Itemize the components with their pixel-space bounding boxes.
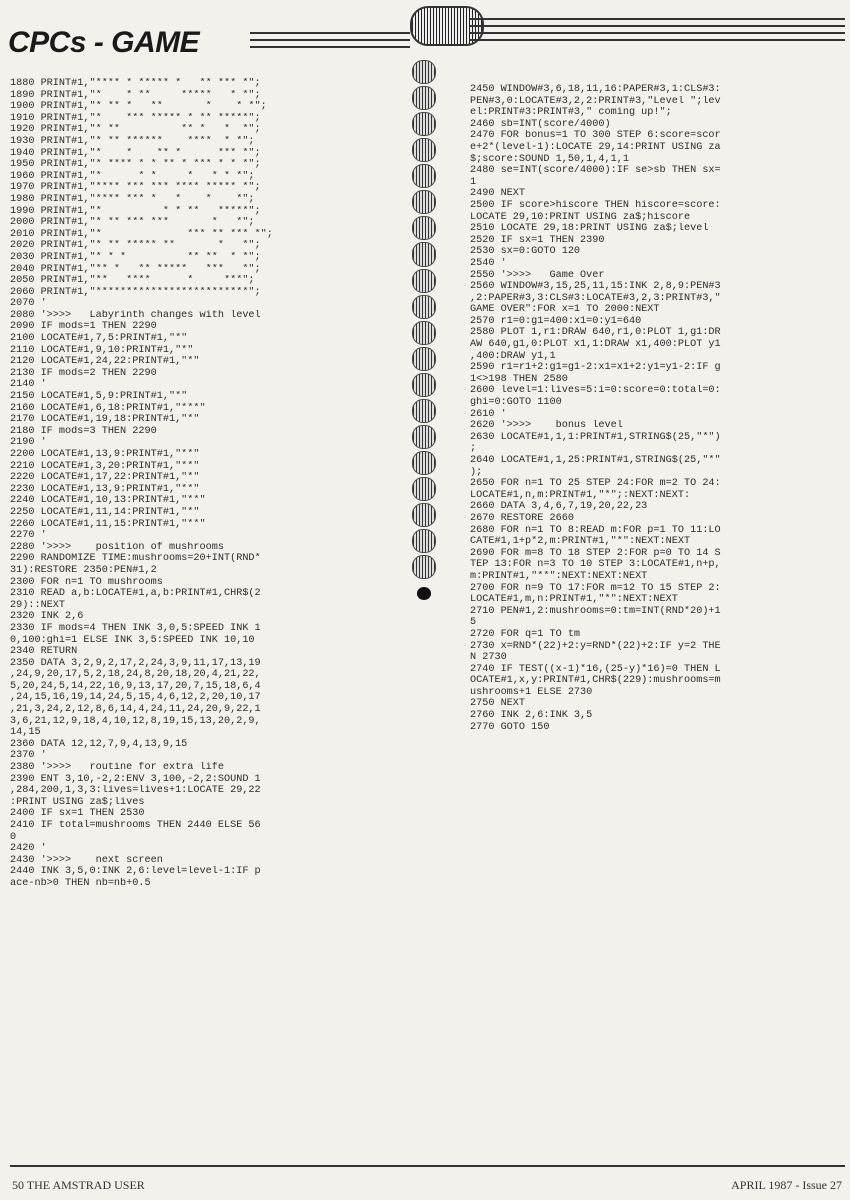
code-line: 5,20,24,5,14,22,16,9,13,17,20,7,15,18,6,4 (10, 680, 261, 692)
code-line: 2500 IF score>hiscore THEN hiscore=score: (470, 199, 721, 211)
divider-segment (412, 347, 436, 371)
code-line: 2470 FOR bonus=1 TO 300 STEP 6:score=scor (470, 130, 721, 142)
code-line: 2710 PEN#1,2:mushrooms=0:tm=INT(RND*20)+1 (470, 605, 721, 617)
code-line: OCATE#1,x,y:PRINT#1,CHR$(229):mushrooms=m (470, 675, 721, 687)
footer-rule (10, 1165, 845, 1167)
code-line: 2520 IF sx=1 THEN 2390 (470, 234, 605, 246)
code-line: 1940 PRINT#1,"* * ** * *** *"; (10, 147, 261, 159)
header-rules (250, 32, 410, 53)
divider-segment (412, 555, 436, 579)
divider-segment (412, 86, 436, 110)
code-line: 2730 x=RND*(22)+2:y=RND*(22)+2:IF y=2 THE (470, 640, 721, 652)
divider-segment (412, 477, 436, 501)
divider-segment (412, 399, 436, 423)
code-line: 2250 LOCATE#1,11,14:PRINT#1,"*" (10, 506, 200, 518)
code-line: 2130 IF mods=2 THEN 2290 (10, 367, 157, 379)
code-line: 2560 WINDOW#3,15,25,11,15:INK 2,8,9:PEN#3 (470, 281, 721, 293)
code-line: 2090 IF mods=1 THEN 2290 (10, 321, 157, 333)
code-line: 1 (470, 176, 477, 188)
code-line: 2480 se=INT(score/4000):IF se>sb THEN sx= (470, 165, 721, 177)
code-line: 3,6,21,12,9,18,4,10,12,8,19,15,13,20,2,9, (10, 715, 261, 727)
code-line: 2140 ' (10, 379, 47, 391)
code-line: 2020 PRINT#1,"* ** ***** ** * *"; (10, 240, 261, 252)
code-line: 2360 DATA 12,12,7,9,4,13,9,15 (10, 738, 188, 750)
code-line: 1980 PRINT#1,"**** *** * * * *"; (10, 193, 255, 205)
code-line: 2340 RETURN (10, 646, 78, 658)
code-line: 2630 LOCATE#1,1,1:PRINT#1,STRING$(25,"*") (470, 431, 721, 443)
code-line: 2200 LOCATE#1,13,9:PRINT#1,"**" (10, 449, 200, 460)
code-line: 1910 PRINT#1,"* *** ***** * ** *****"; (10, 112, 261, 124)
code-line: 2030 PRINT#1,"* * * ** ** * *"; (10, 251, 261, 263)
code-line: 2570 r1=0:g1=400:x1=0:y1=640 (470, 315, 642, 327)
code-line: ,24,15,16,19,14,24,5,15,4,6,12,2,20,10,17 (10, 692, 261, 704)
code-line: 2070 ' (10, 298, 47, 310)
code-line: :PRINT USING za$;lives (10, 796, 145, 808)
code-line: 1890 PRINT#1,"* * ** ***** * *"; (10, 89, 261, 101)
code-line: 2050 PRINT#1,"** **** * ***"; (10, 275, 255, 287)
code-line: 2330 IF mods=4 THEN INK 3,0,5:SPEED INK 1 (10, 622, 261, 634)
code-line: 1950 PRINT#1,"* **** * * ** * *** * * *"; (10, 159, 261, 171)
publication-name: THE AMSTRAD USER (26, 1178, 145, 1192)
code-line: ,400:DRAW y1,1 (470, 350, 556, 362)
code-line: 0,100:ghi=1 ELSE INK 3,5:SPEED INK 10,10 (10, 634, 255, 646)
code-line: 2210 LOCATE#1,3,20:PRINT#1,"**" (10, 460, 200, 472)
divider-segment (412, 164, 436, 188)
code-line: PEN#3,0:LOCATE#3,2,2:PRINT#3,"Level ";lev (470, 95, 721, 107)
code-line: ,2:PAPER#3,3:CLS#3:LOCATE#3,2,3:PRINT#3," (470, 292, 721, 304)
code-line: 2190 ' (10, 437, 47, 449)
divider-segment (412, 503, 436, 527)
code-line: 2540 ' (470, 257, 507, 269)
divider-segment (412, 425, 436, 449)
code-line: 2620 '>>>> bonus level (470, 420, 623, 432)
code-line: 1990 PRINT#1,"* * * ** *****"; (10, 205, 261, 217)
code-line: 2010 PRINT#1,"* *** ** *** *"; (10, 228, 273, 240)
code-line: 2410 IF total=mushrooms THEN 2440 ELSE 56 (10, 820, 261, 831)
code-line: 2640 LOCATE#1,1,25:PRINT#1,STRING$(25,"*" (470, 455, 721, 466)
code-line: e+2*(level-1):LOCATE 29,14:PRINT USING za (470, 141, 721, 153)
code-line: 1970 PRINT#1,"**** *** *** **** ***** *"; (10, 182, 261, 194)
code-line: 2100 LOCATE#1,7,5:PRINT#1,"*" (10, 333, 188, 345)
code-line: 2690 FOR m=8 TO 18 STEP 2:FOR p=0 TO 14 S (470, 547, 721, 559)
code-line: 2530 sx=0:GOTO 120 (470, 246, 581, 258)
code-line: 2750 NEXT (470, 698, 526, 710)
code-line: 2170 LOCATE#1,19,18:PRINT#1,"*" (10, 414, 200, 426)
code-line: 2270 ' (10, 530, 47, 542)
code-line: 2400 IF sx=1 THEN 2530 (10, 808, 145, 820)
code-line: ghi=0:GOTO 1100 (470, 397, 562, 409)
code-line: 2740 IF TEST((x-1)*16,(25-y)*16)=0 THEN L (470, 663, 721, 675)
code-line: 2660 DATA 3,4,6,7,19,20,22,23 (470, 501, 648, 513)
program-listing-left (10, 78, 410, 890)
code-line: GAME OVER":FOR x=1 TO 2000:NEXT (470, 304, 660, 316)
code-line: 14,15 (10, 727, 41, 739)
code-line: 2350 DATA 3,2,9,2,17,2,24,3,9,11,17,13,19 (10, 657, 261, 669)
header-right-rules (470, 18, 845, 46)
code-line: ushrooms+1 ELSE 2730 (470, 686, 593, 698)
program-listing-right (470, 84, 842, 733)
code-line: LOCATE#1,n,m:PRINT#1,"*";:NEXT:NEXT: (470, 489, 691, 501)
code-line: 2390 ENT 3,10,-2,2:ENV 3,100,-2,2:SOUND 1 (10, 773, 261, 785)
code-line: 2440 INK 3,5,0:INK 2,6:level=level-1:IF p (10, 866, 261, 878)
code-line: 2600 level=1:lives=5:i=0:score=0:total=0: (470, 385, 721, 397)
divider-segment (412, 321, 436, 345)
code-line: 2370 ' (10, 750, 47, 762)
code-line: 2610 ' (470, 408, 507, 420)
code-line: 2040 PRINT#1,"** * ** ***** *** *"; (10, 263, 261, 275)
code-line: 2420 ' (10, 843, 47, 855)
code-line: 2120 LOCATE#1,24,22:PRINT#1,"*" (10, 356, 200, 368)
divider-segment (412, 529, 436, 553)
code-line: 2060 PRINT#1,"*************************"; (10, 286, 261, 298)
footer-publication (12, 1178, 145, 1193)
code-line: 2180 IF mods=3 THEN 2290 (10, 425, 157, 437)
code-line: 2670 RESTORE 2660 (470, 512, 574, 524)
code-line: 2430 '>>>> next screen (10, 854, 163, 866)
column-divider-decoration (412, 60, 436, 600)
code-line: 2220 LOCATE#1,17,22:PRINT#1,"*" (10, 472, 200, 484)
divider-segment (412, 60, 436, 84)
code-line: 2000 PRINT#1,"* ** *** *** * *"; (10, 217, 255, 229)
code-line: 2650 FOR n=1 TO 25 STEP 24:FOR m=2 TO 24: (470, 478, 721, 490)
divider-end-dot (417, 587, 431, 600)
code-line: 2590 r1=r1+2:g1=g1-2:x1=x1+2:y1=y1-2:IF g (470, 362, 721, 374)
code-line: 2280 '>>>> position of mushrooms (10, 541, 224, 553)
code-line: 2290 RANDOMIZE TIME:mushrooms=20+INT(RND* (10, 553, 261, 565)
code-line: 2080 '>>>> Labyrinth changes with level (10, 309, 261, 321)
code-line: 2240 LOCATE#1,10,13:PRINT#1,"**" (10, 495, 206, 507)
code-line: 31):RESTORE 2350:PEN#1,2 (10, 564, 157, 576)
code-line: ,284,200,1,3,3:lives=lives+1:LOCATE 29,22 (10, 785, 261, 797)
code-line: 2300 FOR n=1 TO mushrooms (10, 576, 163, 588)
code-line: 2510 LOCATE 29,18:PRINT USING za$;level (470, 223, 709, 235)
code-line: 1960 PRINT#1,"* * * * * * *"; (10, 170, 255, 182)
code-line: CATE#1,1+p*2,m:PRINT#1,"*":NEXT:NEXT (470, 536, 691, 548)
code-line: N 2730 (470, 652, 507, 664)
code-line: LOCATE 29,10:PRINT USING za$;hiscore (470, 211, 691, 223)
divider-segment (412, 451, 436, 475)
code-line: 2490 NEXT (470, 188, 526, 200)
code-line: 5 (470, 617, 477, 629)
code-line: LOCATE#1,m,n:PRINT#1,"*":NEXT:NEXT (470, 594, 678, 606)
code-line: 2150 LOCATE#1,5,9:PRINT#1,"*" (10, 391, 188, 403)
code-line: 2450 WINDOW#3,6,18,11,16:PAPER#3,1:CLS#3: (470, 84, 721, 95)
page-title: CPCs - GAME (8, 26, 200, 59)
code-line: 1920 PRINT#1,"* ** ** * * *"; (10, 124, 261, 136)
code-line: 1<>198 THEN 2580 (470, 373, 568, 385)
divider-segment (412, 112, 436, 136)
code-line: 2700 FOR n=9 TO 17:FOR m=12 TO 15 STEP 2: (470, 582, 721, 594)
code-line: 2310 READ a,b:LOCATE#1,a,b:PRINT#1,CHR$(2 (10, 588, 261, 600)
code-line: 29)::NEXT (10, 599, 66, 611)
code-line: 2260 LOCATE#1,11,15:PRINT#1,"**" (10, 518, 206, 530)
code-line: 2550 '>>>> Game Over (470, 269, 605, 281)
divider-segment (412, 138, 436, 162)
divider-segment (412, 295, 436, 319)
code-line: 1880 PRINT#1,"**** * ***** * ** *** *"; (10, 78, 261, 89)
code-line: 1930 PRINT#1,"* ** ****** **** * *"; (10, 135, 255, 147)
divider-segment (412, 373, 436, 397)
code-line: 2770 GOTO 150 (470, 721, 550, 733)
code-line: 0 (10, 831, 17, 843)
code-line: 2230 LOCATE#1,13,9:PRINT#1,"**" (10, 483, 200, 495)
code-line: 2320 INK 2,6 (10, 611, 84, 623)
code-line: 2580 PLOT 1,r1:DRAW 640,r1,0:PLOT 1,g1:DR (470, 327, 721, 339)
divider-segment (412, 269, 436, 293)
code-line: 2160 LOCATE#1,6,18:PRINT#1,"***" (10, 402, 206, 414)
code-line: AW 640,g1,0:PLOT x1,1:DRAW x1,400:PLOT y1 (470, 339, 721, 351)
code-line: 1900 PRINT#1,"* ** * ** * * *"; (10, 101, 267, 113)
code-line: ); (470, 466, 483, 478)
code-line: 2460 sb=INT(score/4000) (470, 118, 611, 130)
footer-issue: APRIL 1987 - Issue 27 (731, 1178, 842, 1192)
code-line: ,21,3,24,2,12,8,6,14,4,24,11,24,20,9,22,1 (10, 704, 261, 716)
code-line: m:PRINT#1,"**":NEXT:NEXT:NEXT (470, 570, 648, 582)
page-number: 50 (12, 1178, 24, 1192)
divider-segment (412, 216, 436, 240)
code-line: ,24,9,20,17,5,2,18,24,8,20,18,20,4,21,22, (10, 669, 261, 681)
code-line: ; (470, 443, 477, 455)
code-line: ace-nb>0 THEN nb=nb+0.5 (10, 877, 151, 889)
code-line: 2760 INK 2,6:INK 3,5 (470, 710, 593, 722)
code-line: 2720 FOR q=1 TO tm (470, 628, 581, 640)
code-line: TEP 13:FOR n=3 TO 10 STEP 3:LOCATE#1,n+p, (470, 559, 721, 571)
divider-segment (412, 242, 436, 266)
code-line: el:PRINT#3:PRINT#3," coming up!"; (470, 107, 672, 119)
code-line: 2680 FOR n=1 TO 8:READ m:FOR p=1 TO 11:LO (470, 524, 721, 536)
code-line: 2380 '>>>> routine for extra life (10, 762, 224, 774)
divider-segment (412, 190, 436, 214)
code-line: 2110 LOCATE#1,9,10:PRINT#1,"*" (10, 344, 194, 356)
code-line: $;score:SOUND 1,50,1,4,1,1 (470, 153, 629, 165)
